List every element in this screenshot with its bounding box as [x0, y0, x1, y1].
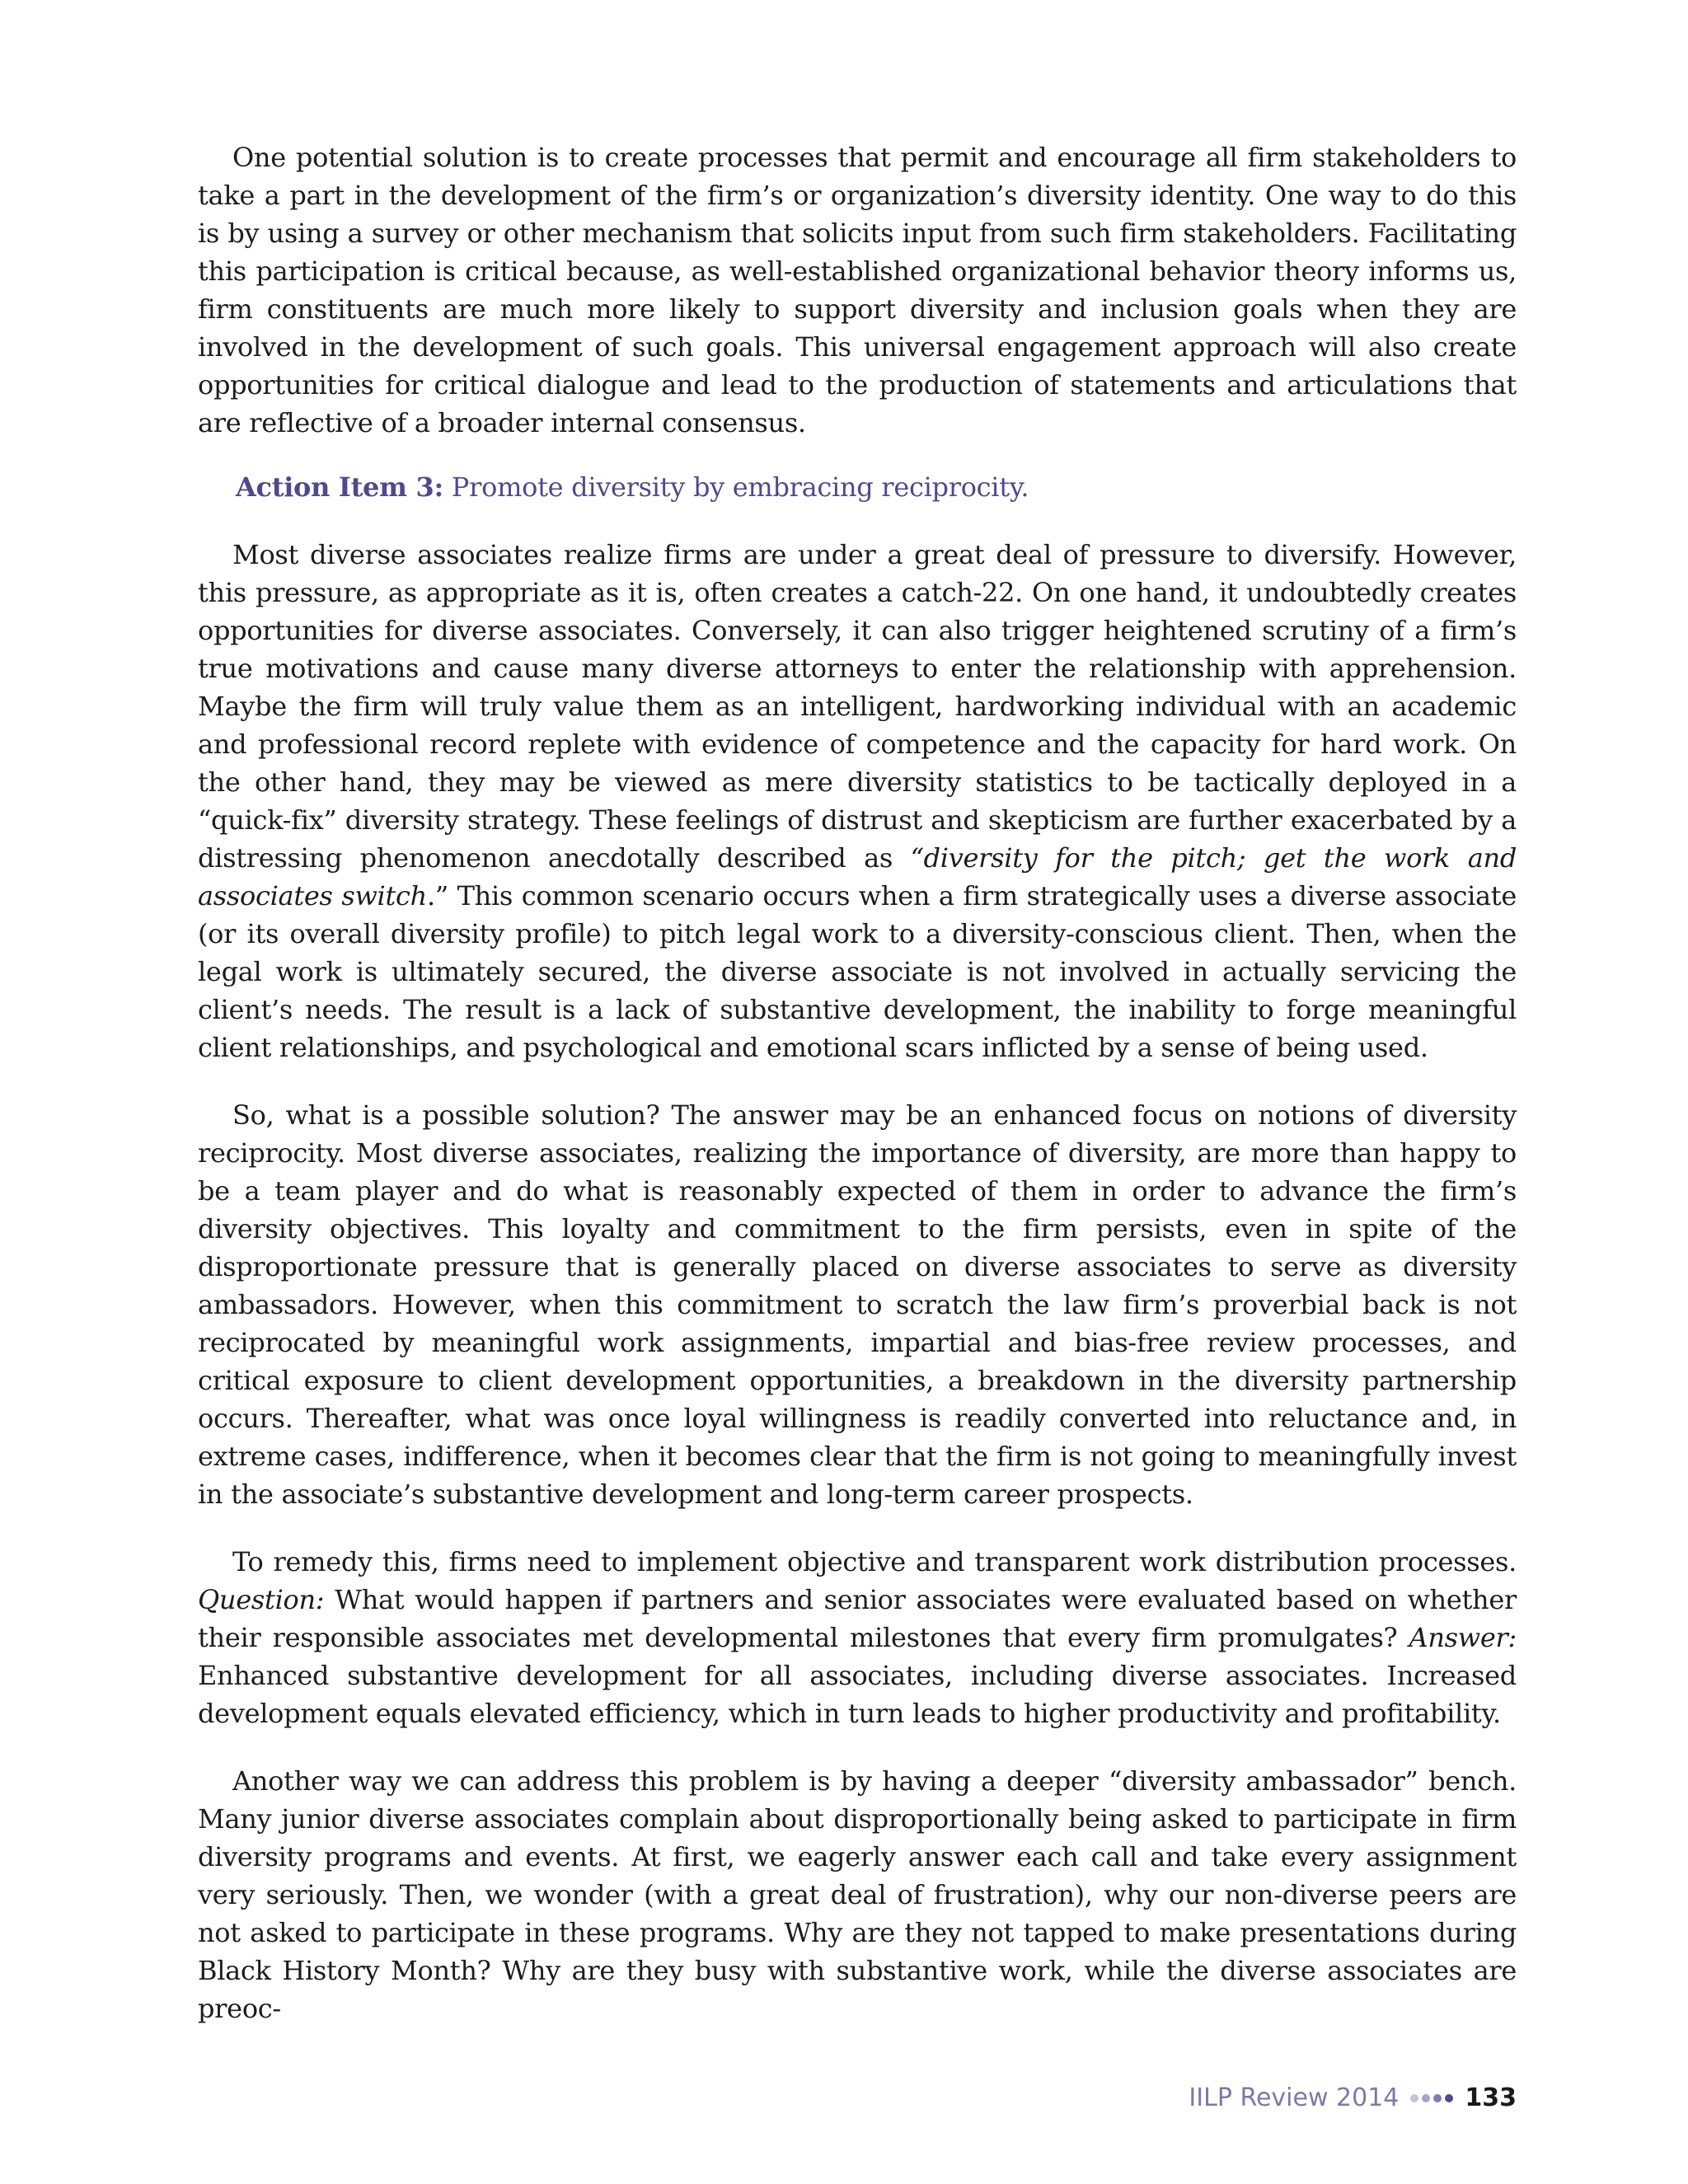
paragraph-remedy [198, 1543, 1517, 1732]
footer-dots-ornament [1409, 2094, 1455, 2102]
paragraph-diversity-pressure [198, 536, 1517, 1066]
dot-icon [1445, 2094, 1453, 2102]
dot-icon [1410, 2094, 1418, 2102]
paragraph-text: .” This common scenario occurs when a firm strategically uses a diverse associate (or its overall diversity profile) to pitch legal work to a diversity-conscious client. Then, when the legal work is ultimately secured, the diverse associate is not involved in actually servicing the client’s needs. The result is a lack of substantive development, the inability to forge meaningful client relationships, and psychological and emotional scars inflicted by a sense of being used. [198, 880, 1517, 1063]
question-label: Question: [198, 1584, 325, 1615]
dot-icon [1433, 2094, 1442, 2102]
paragraph-reciprocity: So, what is a possible solution? The answer may be an enhanced focus on notions of diversity reciprocity. Most diverse associates, realizing the importance of diversity, are more than happy to be a team player and do what is reasonably expected of them in order to advance the firm’s diversity objectives. This loyalty and commitment to the firm persists, even in spite of the disproportionate pressure that is generally placed on diverse associates to serve as diversity ambassadors. However, when this commitment to scratch the law firm’s proverbial back is not reciprocated by meaningful work assignments, impartial and bias-free review processes, and critical exposure to client development opportunities, a breakdown in the diversity partnership occurs. Thereafter, what was once loyal willingness is readily converted into reluctance and, in extreme cases, indifference, when it becomes clear that the firm is not going to meaningfully invest in the associate’s substantive development and long-term career prospects. [198, 1099, 1517, 1510]
paragraph-stakeholder-participation: One potential solution is to create processes that permit and encourage all firm stakeholders to take a part in the development of the firm’s or organization’s diversity identity. One way to do this is by using a survey or other mechanism that solicits input from such firm stakeholders. Facilitating this participation is critical because, as well-established organizational behavior theory informs us, firm constituents are much more likely to support diversity and inclusion goals when they are involved in the development of such goals. This universal engagement approach will also create opportunities for critical dialogue and lead to the production of statements and articulations that are reflective of a broader internal consensus. [198, 142, 1517, 438]
paragraph-text: To remedy this, firms need to implement objective and transparent work distribution processes. [232, 1546, 1517, 1577]
page-footer [1189, 2083, 1517, 2112]
page-number: 133 [1465, 2083, 1517, 2112]
paragraph-ambassador-bench: Another way we can address this problem is by having a deeper “diversity ambassador” bench. Many junior diverse associates complain about disproportionally being asked to participate in firm diversity programs and events. At first, we eagerly answer each call and take every assignment very seriously. Then, we wonder (with a great deal of frustration), why our non-diverse peers are not asked to participate in these programs. Why are they not tapped to make presentations during Black History Month? Why are they busy with substantive work, while the diverse associates are preoc- [198, 1765, 1517, 2024]
action-item-text: Promote diversity by embracing reciprocity. [451, 471, 1029, 503]
action-item-heading [236, 468, 1517, 506]
body-column [198, 138, 1517, 2057]
paragraph-text: What would happen if partners and senior associates were evaluated based on whether their responsible associates met developmental milestones that every firm promulgates? [198, 1584, 1517, 1653]
action-item-label: Action Item 3: [236, 471, 443, 503]
publication-title: IILP Review 2014 [1189, 2083, 1400, 2112]
paragraph-text: Enhanced substantive development for all associates, including diverse associates. Increased development equals elevated efficiency, which in turn leads to higher productivity and profitability. [198, 1660, 1517, 1729]
dot-icon [1422, 2094, 1430, 2102]
italic-quote: “diversity for the pitch; get the work and associates switch [198, 842, 1517, 912]
paragraph-text: Most diverse associates realize firms are under a great deal of pressure to diversify. However, this pressure, as appropriate as it is, often creates a catch-22. On one hand, it undoubtedly creates opportunities for diverse associates. Conversely, it can also trigger heightened scrutiny of a firm’s true motivations and cause many diverse attorneys to enter the relationship with apprehension. Maybe the firm will truly value them as an intelligent, hardworking individual with an academic and professional record replete with evidence of competence and the capacity for hard work. On the other hand, they may be viewed as mere diversity statistics to be tactically deployed in a “quick-fix” diversity strategy. These feelings of distrust and skepticism are further exacerbated by a distressing phenomenon anecdotally described as [198, 539, 1517, 874]
answer-label: Answer: [1409, 1622, 1517, 1653]
